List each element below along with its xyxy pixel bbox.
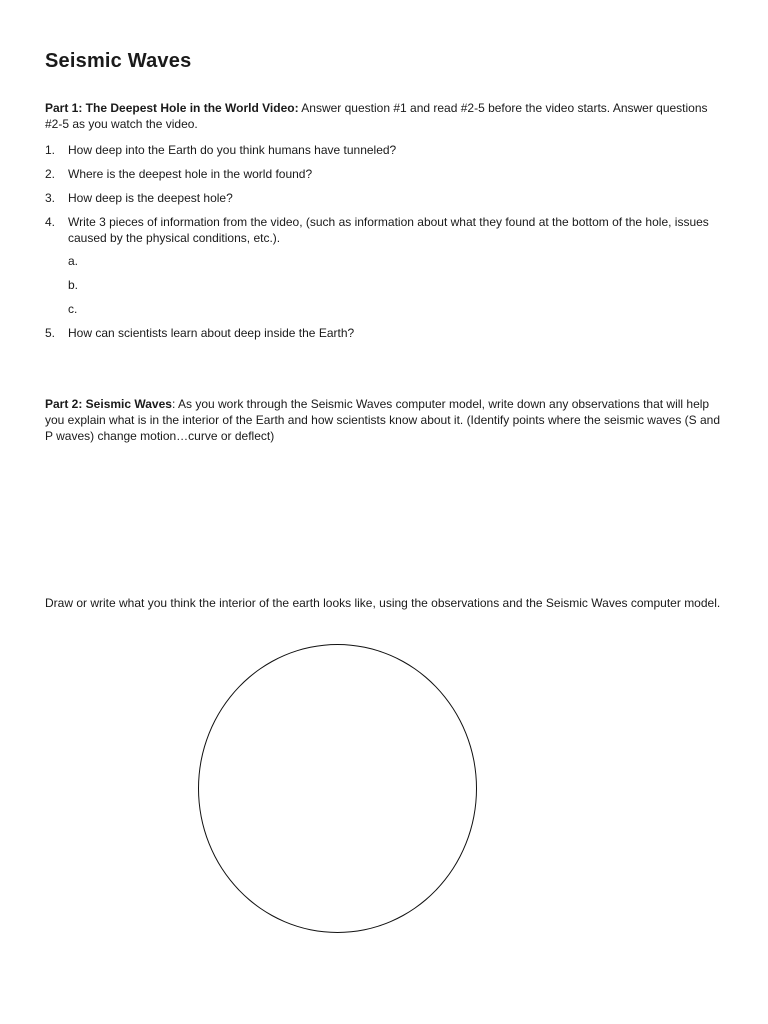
question-text: How deep is the deepest hole? [68, 191, 233, 205]
part2-intro-text: : As you work through the Seismic Waves computer model, write down any observations that will help you explain what is in the interior of the Earth and how scientists know about it. (Identify points where the seismic waves (S and P waves) change motion…curve or deflect) [45, 397, 721, 443]
question-number: 5. [45, 326, 56, 340]
question-text: How can scientists learn about deep inside the Earth? [68, 326, 355, 340]
page-title: Seismic Waves [45, 50, 192, 72]
question-text: Where is the deepest hole in the world found? [68, 167, 313, 181]
question-number: 4. [45, 215, 56, 229]
answer-item-c: c. [68, 302, 78, 316]
question-3 [45, 190, 725, 206]
question-number: 1. [45, 143, 56, 157]
part1-heading: Part 1: The Deepest Hole in the World Video: [45, 101, 299, 115]
part2-intro [45, 396, 725, 444]
question-5 [45, 325, 725, 341]
question-4 [45, 214, 725, 246]
question-2 [45, 166, 725, 182]
question-number: 2. [45, 167, 56, 181]
part1-intro [45, 100, 725, 132]
answer-item-b: b. [68, 278, 79, 292]
earth-drawing-circle [198, 644, 477, 933]
draw-instructions: Draw or write what you think the interior of the earth looks like, using the observations and the Seismic Waves computer model. [45, 596, 721, 610]
question-text: Write 3 pieces of information from the video, (such as information about what they found at the bottom of the hole, issues caused by the physical conditions, etc.). [68, 215, 709, 245]
question-1 [45, 142, 725, 158]
part2-heading: Part 2: Seismic Waves [45, 397, 172, 411]
part1-intro-text: Answer question #1 and read #2-5 before the video starts. Answer questions #2-5 as you watch the video. [45, 101, 708, 131]
question-number: 3. [45, 191, 56, 205]
question-text: How deep into the Earth do you think humans have tunneled? [68, 143, 397, 157]
answer-item-a: a. [68, 254, 79, 268]
